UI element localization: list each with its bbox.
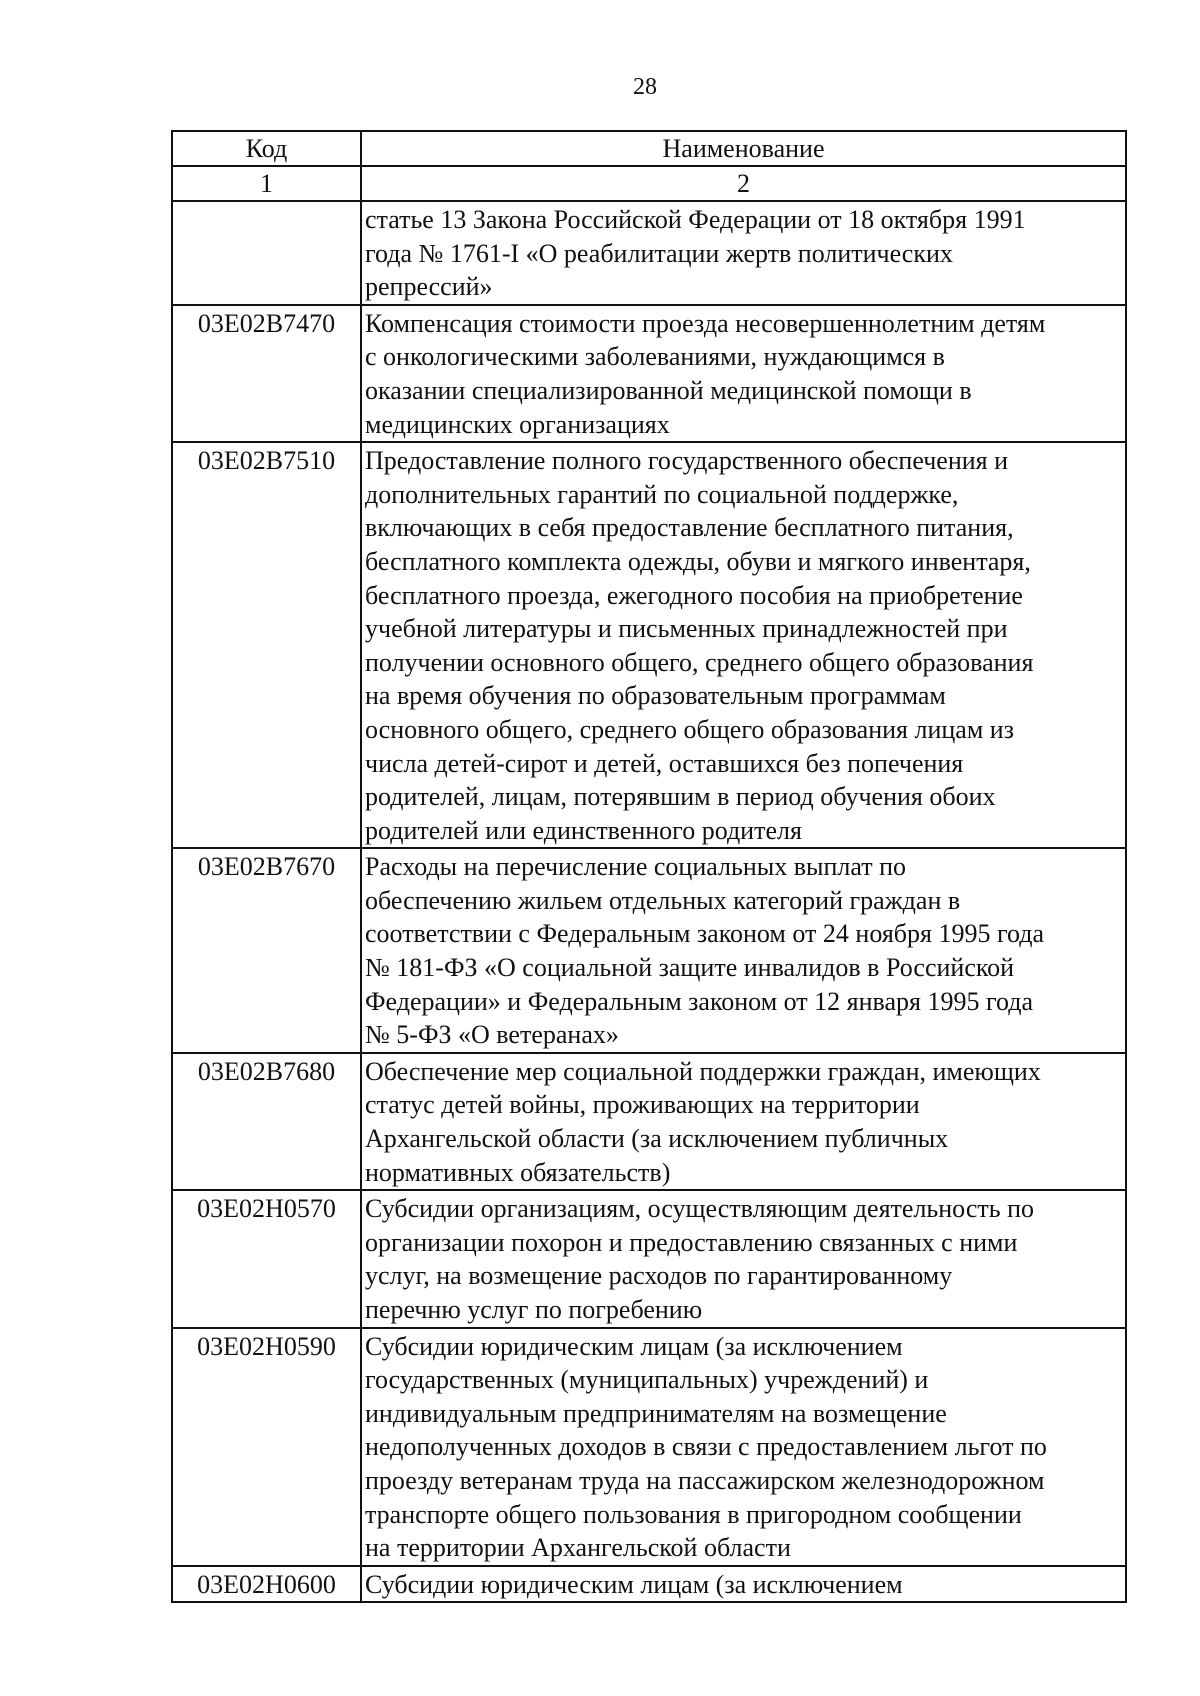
table-row [172,201,1126,305]
row-name-line: Субсидии юридическим лицам (за исключением [365,1331,903,1361]
row-name-line: № 181-ФЗ «О социальной защите инвалидов в Российской [365,953,1015,983]
row-name-line: транспорте общего пользования в пригородном сообщении [365,1499,1022,1529]
row-name-line: Субсидии юридическим лицам (за исключением [365,1569,903,1599]
row-name-line: Расходы на перечисление социальных выплат по [365,852,906,882]
column-number-name: 2 [361,166,1126,201]
row-code: 03Е02В7510 [172,442,361,848]
budget-codes-table [171,130,1127,1603]
row-name [361,305,1126,442]
table-row [172,442,1126,848]
row-name-line: обеспечению жильем отдельных категорий граждан в [365,885,961,915]
row-name-line: родителей, лицам, потерявшим в период обучения обоих [365,782,996,812]
row-code: 03Е02Н0600 [172,1566,361,1603]
row-name-line: Субсидии организациям, осуществляющим деятельность по [365,1194,1035,1224]
row-name-line: числа детей-сирот и детей, оставшихся без попечения [365,748,964,778]
row-name-line: № 5-ФЗ «О ветеранах» [365,1020,619,1050]
table-row [172,1328,1126,1566]
row-name-line: Обеспечение мер социальной поддержки граждан, имеющих [365,1056,1041,1086]
row-name [361,442,1126,848]
row-name-line: индивидуальным предпринимателям на возмещение [365,1398,947,1428]
row-name-line: года № 1761-I «О реабилитации жертв политических [365,238,953,268]
row-code [172,201,361,305]
row-name-line: включающих в себя предоставление бесплатного питания, [365,513,1014,543]
column-number-code: 1 [172,166,361,201]
row-name-line: с онкологическими заболеваниями, нуждающимся в [365,342,945,372]
row-name-line: недополученных доходов в связи с предоставлением льгот по [365,1432,1047,1462]
table-row [172,305,1126,442]
row-name-line: проезду ветеранам труда на пассажирском железнодорожном [365,1465,1045,1495]
row-name-line: бесплатного проезда, ежегодного пособия на приобретение [365,580,1023,610]
row-name-line: организации похорон и предоставлению связанных с ними [365,1227,1018,1257]
row-name-line: родителей или единственного родителя [365,815,802,845]
row-name-line: государственных (муниципальных) учреждений) и [365,1365,929,1395]
row-name [361,848,1126,1053]
row-name-line: репрессий» [365,272,493,302]
row-name-line: перечню услуг по погребению [365,1295,703,1324]
row-name-line: основного общего, среднего общего образования лицам из [365,714,1014,744]
row-name-line: Архангельской области (за исключением публичных [365,1124,949,1154]
row-code: 03Е02В7680 [172,1053,361,1190]
row-code: 03Е02В7470 [172,305,361,442]
row-name-line: соответствии с Федеральным законом от 24 ноября 1995 года [365,919,1045,949]
row-name-line: учебной литературы и письменных принадлежностей при [365,614,1008,644]
row-name-line: дополнительных гарантий по социальной поддержке, [365,479,959,509]
row-name-line: медицинских организациях [365,409,670,439]
header-code: Код [172,131,361,166]
row-name [361,1190,1126,1327]
row-name [361,201,1126,305]
row-name-line: на время обучения по образовательным программам [365,681,946,711]
row-name-line: Компенсация стоимости проезда несовершеннолетним детям [365,308,1046,338]
row-name-line: на территории Архангельской области [365,1533,791,1563]
table-body [172,166,1126,1602]
row-name [361,1328,1126,1566]
column-numbers-row [172,166,1126,201]
row-name-line: статус детей войны, проживающих на территории [365,1090,920,1120]
row-code: 03Е02В7670 [172,848,361,1053]
header-name: Наименование [361,131,1126,166]
table-row [172,1053,1126,1190]
row-name-line: Федерации» и Федеральным законом от 12 января 1995 года [365,986,1034,1016]
row-code: 03Е02Н0590 [172,1328,361,1566]
row-name [361,1566,1126,1603]
row-name-line: Предоставление полного государственного обеспечения и [365,446,1009,476]
row-name-line: услуг, на возмещение расходов по гарантированному [365,1261,953,1291]
row-name-line: оказании специализированной медицинской помощи в [365,375,972,405]
row-code: 03Е02Н0570 [172,1190,361,1327]
row-name-line: нормативных обязательств) [365,1157,671,1187]
header-row [172,131,1126,166]
row-name [361,1053,1126,1190]
page-number: 28 [633,74,657,100]
table-row [172,848,1126,1053]
table-row [172,1190,1126,1327]
table-row [172,1566,1126,1603]
row-name-line: бесплатного комплекта одежды, обуви и мягкого инвентаря, [365,546,1031,576]
row-name-line: получении основного общего, среднего общего образования [365,647,1034,677]
row-name-line: статье 13 Закона Российской Федерации от 18 октября 1991 [365,205,1026,234]
